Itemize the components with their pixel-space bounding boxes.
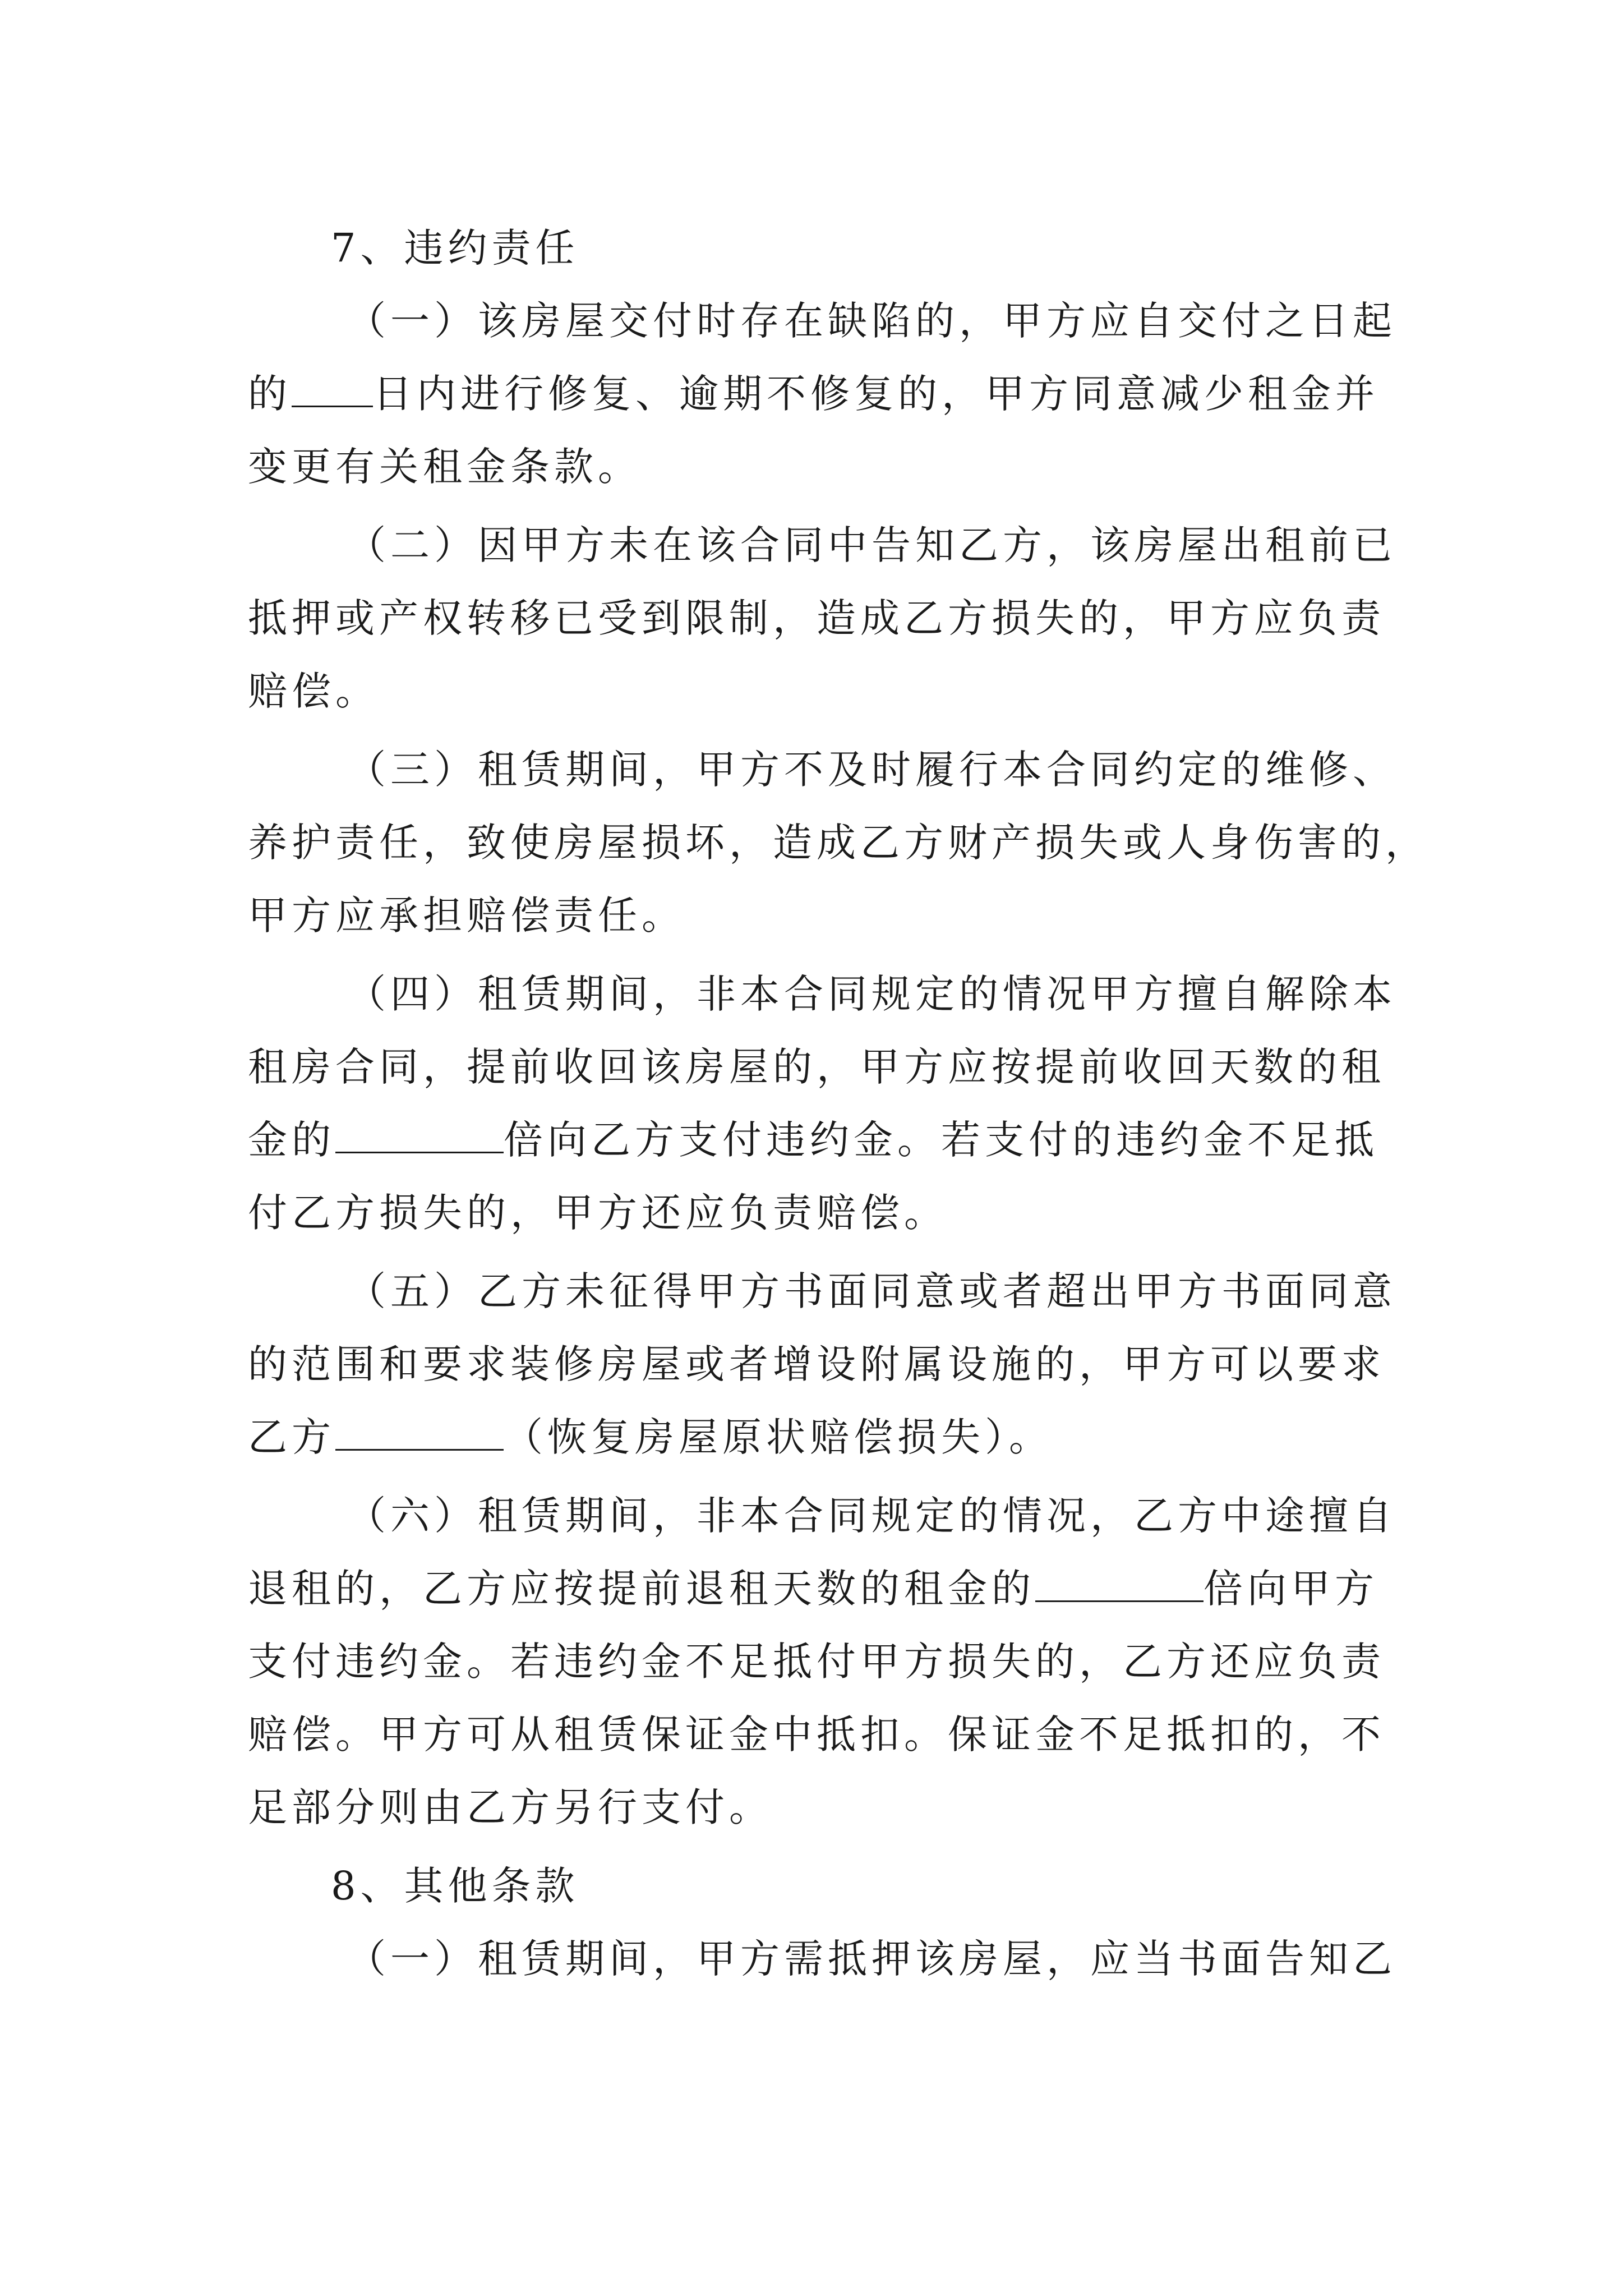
clause-7-6-line-2 (248, 1549, 1378, 1628)
clause-text: 的范围和要求装修房屋或者增设附属设施的，甲方可以要求 (248, 1341, 1385, 1387)
clause-text: 养护责任，致使房屋损坏，造成乙方财产损失或人身伤害的， (248, 820, 1429, 866)
section-heading-8 (331, 1847, 579, 1925)
clause-text: （二）因甲方未在该合同中告知乙方，该房屋出租前已 (347, 522, 1396, 568)
clause-text: 日内进行修复、逾期不修复的，甲方同意减少租金并 (373, 371, 1379, 417)
clause-text: 抵押或产权转移已受到限制，造成乙方损失的，甲方应负责 (248, 595, 1385, 641)
fill-in-blank-remedy[interactable] (335, 1405, 504, 1451)
clause-7-6-line-5 (248, 1768, 773, 1847)
clause-7-1-line-2 (248, 355, 1379, 433)
clause-7-3-line-2 (248, 803, 1429, 882)
clause-text: 退租的，乙方应按提前退租天数的租金的 (248, 1566, 1035, 1612)
fill-in-blank-multiple-tenant[interactable] (1035, 1557, 1204, 1602)
clause-text: （恢复房屋原状赔偿损失）。 (504, 1414, 1053, 1460)
clause-7-2-line-1 (347, 506, 1396, 585)
clause-7-6-line-3 (248, 1622, 1385, 1701)
fill-in-blank-multiple[interactable] (335, 1108, 504, 1153)
heading-text: 7、违约责任 (331, 225, 579, 271)
fill-in-blank-days[interactable] (292, 362, 373, 407)
clause-text: （一）租赁期间，甲方需抵押该房屋，应当书面告知乙 (347, 1936, 1396, 1982)
clause-text: 的 (248, 371, 292, 417)
clause-7-1-line-1 (347, 282, 1396, 360)
clause-text: 租房合同，提前收回该房屋的，甲方应按提前收回天数的租 (248, 1044, 1385, 1090)
clause-text: （五）乙方未征得甲方书面同意或者超出甲方书面同意 (347, 1268, 1396, 1314)
clause-text: 变更有关租金条款。 (248, 444, 642, 490)
heading-text: 8、其他条款 (331, 1863, 579, 1909)
clause-text: 付乙方损失的，甲方还应负责赔偿。 (248, 1190, 948, 1236)
clause-text: 支付违约金。若违约金不足抵付甲方损失的，乙方还应负责 (248, 1639, 1385, 1685)
clause-text: 甲方应承担赔偿责任。 (248, 892, 685, 938)
clause-7-6-line-1 (347, 1476, 1396, 1555)
clause-8-1-line-1 (347, 1920, 1396, 1998)
clause-7-1-line-3 (248, 427, 642, 506)
clause-7-2-line-2 (248, 579, 1385, 657)
clause-text: （一）该房屋交付时存在缺陷的，甲方应自交付之日起 (347, 298, 1396, 344)
clause-7-2-line-3 (248, 652, 379, 730)
section-heading-7 (331, 209, 579, 287)
clause-7-4-line-4 (248, 1174, 948, 1252)
clause-7-5-line-3 (248, 1398, 1053, 1476)
clause-7-3-line-3 (248, 876, 685, 955)
clause-text: （四）租赁期间，非本合同规定的情况甲方擅自解除本 (347, 971, 1396, 1017)
clause-7-6-line-4 (248, 1695, 1385, 1774)
clause-7-4-line-1 (347, 955, 1396, 1033)
clause-7-4-line-2 (248, 1028, 1385, 1106)
clause-7-3-line-1 (347, 730, 1396, 809)
clause-text: 赔偿。 (248, 668, 379, 714)
clause-text: （六）租赁期间，非本合同规定的情况，乙方中途擅自 (347, 1493, 1396, 1539)
clause-text: 乙方 (248, 1414, 335, 1460)
clause-text: 足部分则由乙方另行支付。 (248, 1784, 773, 1830)
clause-7-5-line-1 (347, 1252, 1396, 1331)
clause-text: （三）租赁期间，甲方不及时履行本合同约定的维修、 (347, 747, 1396, 793)
clause-text: 倍向甲方 (1204, 1566, 1378, 1612)
clause-7-4-line-3 (248, 1101, 1378, 1179)
clause-text: 倍向乙方支付违约金。若支付的违约金不足抵 (504, 1117, 1378, 1163)
clause-text: 金的 (248, 1117, 335, 1163)
clause-text: 赔偿。甲方可从租赁保证金中抵扣。保证金不足抵扣的，不 (248, 1711, 1385, 1757)
clause-7-5-line-2 (248, 1325, 1385, 1404)
